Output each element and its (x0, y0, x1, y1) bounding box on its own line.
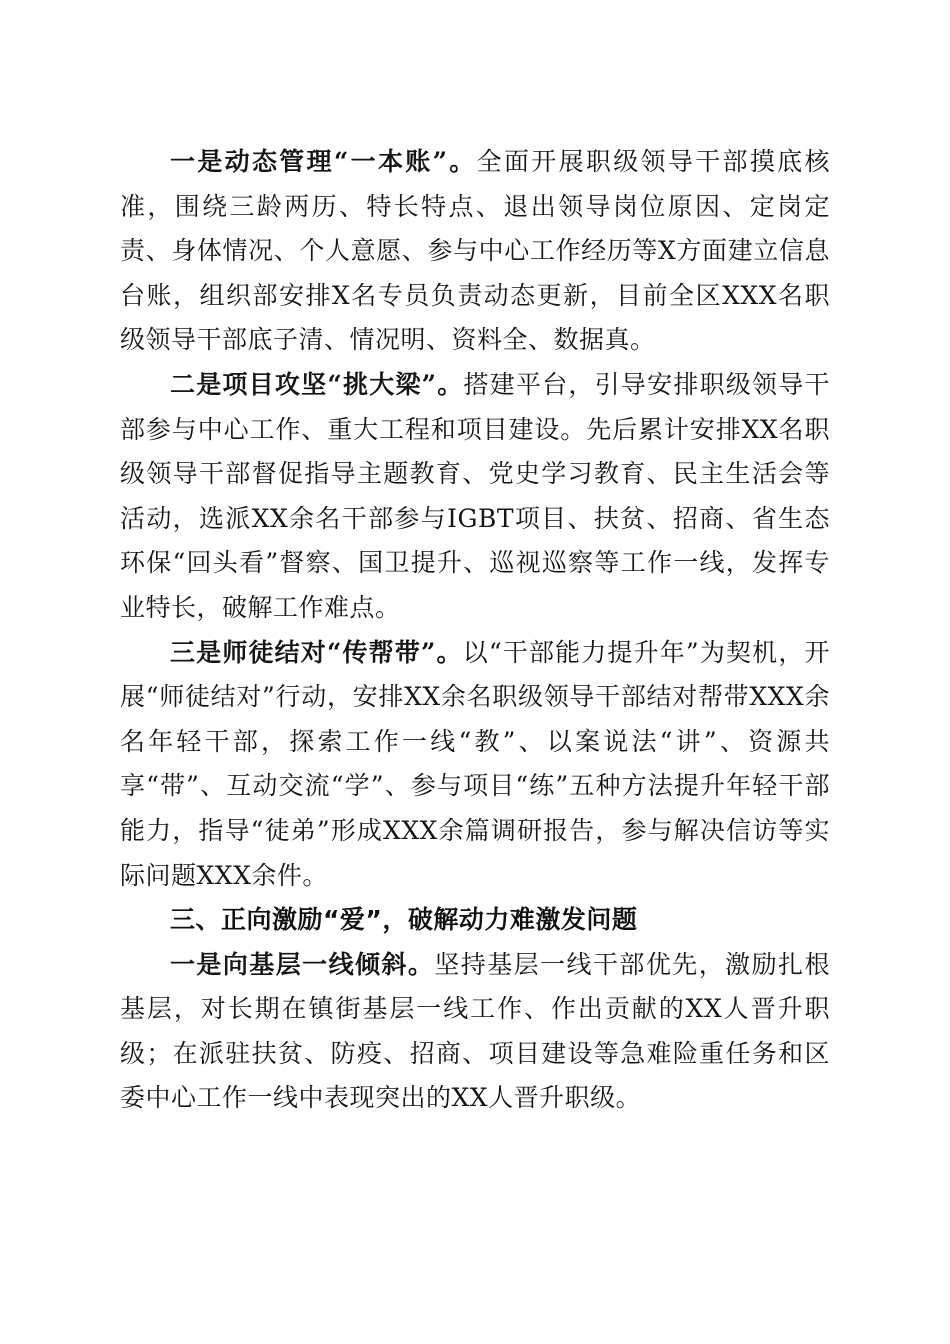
paragraph-text: 搭建平台，引导安排职级领导干部参与中心工作、重大工程和项目建设。先后累计安排XX名职级领导干部督促指导主题教育、党史学习教育、民主生活会等活动，选派XX余名干部参与IGBT项目、扶贫、招商、省生态环保“回头看”督察、国卫提升、巡视巡察等工作一线，发挥专业特长，破解工作难点。 (120, 369, 830, 622)
paragraph-text: 全面开展职级领导干部摸底核准，围绕三龄两历、特长特点、退出领导岗位原因、定岗定责、身体情况、个人意愿、参与中心工作经历等X方面建立信息台账，组织部安排X名专员负责动态更新，目前全区XXX名职级领导干部底子清、情况明、资料全、数据真。 (120, 147, 830, 355)
paragraph-lead: 三是师徒结对“传帮带”。 (170, 637, 463, 667)
paragraph-grassroots-incentive (120, 943, 830, 1121)
paragraph-lead: 一是向基层一线倾斜。 (170, 949, 435, 979)
paragraph-mentorship (120, 631, 830, 899)
paragraph-dynamic-management (120, 140, 830, 363)
paragraph-lead: 一是动态管理“一本账”。 (170, 147, 477, 176)
paragraph-lead: 二是项目攻坚“挑大梁”。 (170, 369, 464, 399)
paragraph-text: 坚持基层一线干部优先，激励扎根基层，对长期在镇街基层一线工作、作出贡献的XX人晋升职级；在派驻扶贫、防疫、招商、项目建设等急难险重任务和区委中心工作一线中表现突出的XX人晋升职级。 (120, 949, 830, 1113)
section-heading: 三、正向激励“爱”，破解动力难激发问题 (170, 905, 638, 935)
paragraph-text: 以“干部能力提升年”为契机，开展“师徒结对”行动，安排XX余名职级领导干部结对帮带XXX余名年轻干部，探索工作一线“教”、以案说法“讲”、资源共享“带”、互动交流“学”、参与项目“练”五种方法提升年轻干部能力，指导“徒弟”形成XXX余篇调研报告，参与解决信访等实际问题XXX余件。 (120, 637, 830, 890)
paragraph-project-tackling (120, 363, 830, 631)
document-body (120, 140, 830, 1121)
